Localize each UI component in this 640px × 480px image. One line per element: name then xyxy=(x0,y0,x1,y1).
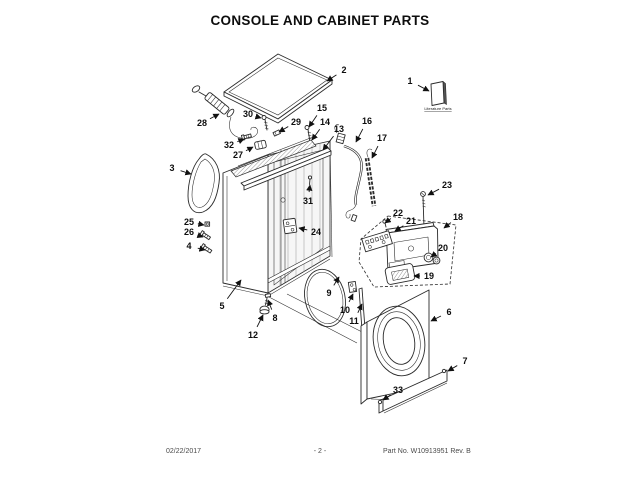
callout-16 xyxy=(356,116,372,142)
footer-date: 02/22/2017 xyxy=(166,448,202,455)
callout-32 xyxy=(224,139,244,150)
gasket-part xyxy=(188,154,219,213)
callout-number-16: 16 xyxy=(361,116,373,127)
callout-number-24: 24 xyxy=(310,227,322,238)
callout-number-20: 20 xyxy=(437,243,449,254)
console-panel xyxy=(386,223,438,271)
callout-7 xyxy=(448,356,468,371)
callout-18 xyxy=(444,212,463,228)
callout-number-18: 18 xyxy=(452,212,464,223)
callout-number-15: 15 xyxy=(316,103,328,114)
grommet-27 xyxy=(254,140,266,150)
callout-number-8: 8 xyxy=(272,313,278,324)
callout-number-9: 9 xyxy=(326,288,332,299)
terminal-strip-part xyxy=(367,149,374,206)
callout-number-6: 6 xyxy=(446,307,452,318)
callout-11 xyxy=(349,304,362,326)
callout-10 xyxy=(340,294,353,315)
callout-number-19: 19 xyxy=(423,271,435,282)
callout-12 xyxy=(248,315,263,340)
callout-number-5: 5 xyxy=(219,301,225,312)
callout-number-30: 30 xyxy=(242,109,254,120)
callout-number-7: 7 xyxy=(462,356,468,367)
callout-number-14: 14 xyxy=(319,117,331,128)
screw-33 xyxy=(378,400,381,403)
callout-25 xyxy=(184,217,204,227)
callout-28 xyxy=(197,114,219,128)
callout-number-4: 4 xyxy=(186,241,192,252)
callout-3 xyxy=(169,163,191,174)
callout-number-17: 17 xyxy=(376,133,388,144)
callout-number-33: 33 xyxy=(392,385,404,396)
callout-number-21: 21 xyxy=(405,216,417,227)
door-trim-ring-part xyxy=(299,265,350,330)
callout-1 xyxy=(407,76,429,91)
footer-part-info: Part No. W10913951 Rev. B xyxy=(383,448,471,455)
callout-number-29: 29 xyxy=(290,117,302,128)
screw-22 xyxy=(383,220,386,227)
screw-7 xyxy=(442,369,445,372)
callout-number-22: 22 xyxy=(392,208,404,219)
callout-14 xyxy=(312,117,330,140)
screw-23 xyxy=(421,192,426,228)
callout-number-11: 11 xyxy=(349,316,359,327)
callout-number-32: 32 xyxy=(223,140,235,151)
callout-number-13: 13 xyxy=(333,124,345,135)
callout-2 xyxy=(327,65,347,81)
callout-number-10: 10 xyxy=(339,305,351,316)
callout-number-2: 2 xyxy=(341,65,347,76)
callout-6 xyxy=(431,307,452,321)
callout-number-12: 12 xyxy=(247,330,259,341)
clip-29 xyxy=(273,130,280,136)
callout-19 xyxy=(414,271,434,281)
callout-27 xyxy=(233,147,253,160)
screw-4 xyxy=(200,244,212,254)
callout-number-27: 27 xyxy=(232,150,244,161)
top-panel-part xyxy=(224,54,332,123)
callout-17 xyxy=(372,133,387,158)
callout-26 xyxy=(184,227,203,237)
callout-number-23: 23 xyxy=(441,180,453,191)
footer-page-number: - 2 - xyxy=(313,448,327,455)
callout-number-31: 31 xyxy=(302,196,314,207)
callout-22 xyxy=(385,208,403,223)
bracket-24 xyxy=(283,218,297,234)
callout-9 xyxy=(326,277,339,298)
literature-part xyxy=(424,82,451,112)
callout-number-1: 1 xyxy=(407,76,413,87)
callout-number-3: 3 xyxy=(169,163,175,174)
nut-25 xyxy=(205,222,210,226)
callout-number-28: 28 xyxy=(196,118,208,129)
screw-26 xyxy=(200,231,211,241)
literature-caption: Literature Parts xyxy=(424,106,452,111)
page-title: CONSOLE AND CABINET PARTS xyxy=(210,13,430,28)
callout-23 xyxy=(428,180,452,195)
hinge-part xyxy=(348,281,356,292)
page-footer xyxy=(0,448,640,460)
callout-number-25: 25 xyxy=(183,217,195,228)
callout-number-26: 26 xyxy=(183,227,195,238)
